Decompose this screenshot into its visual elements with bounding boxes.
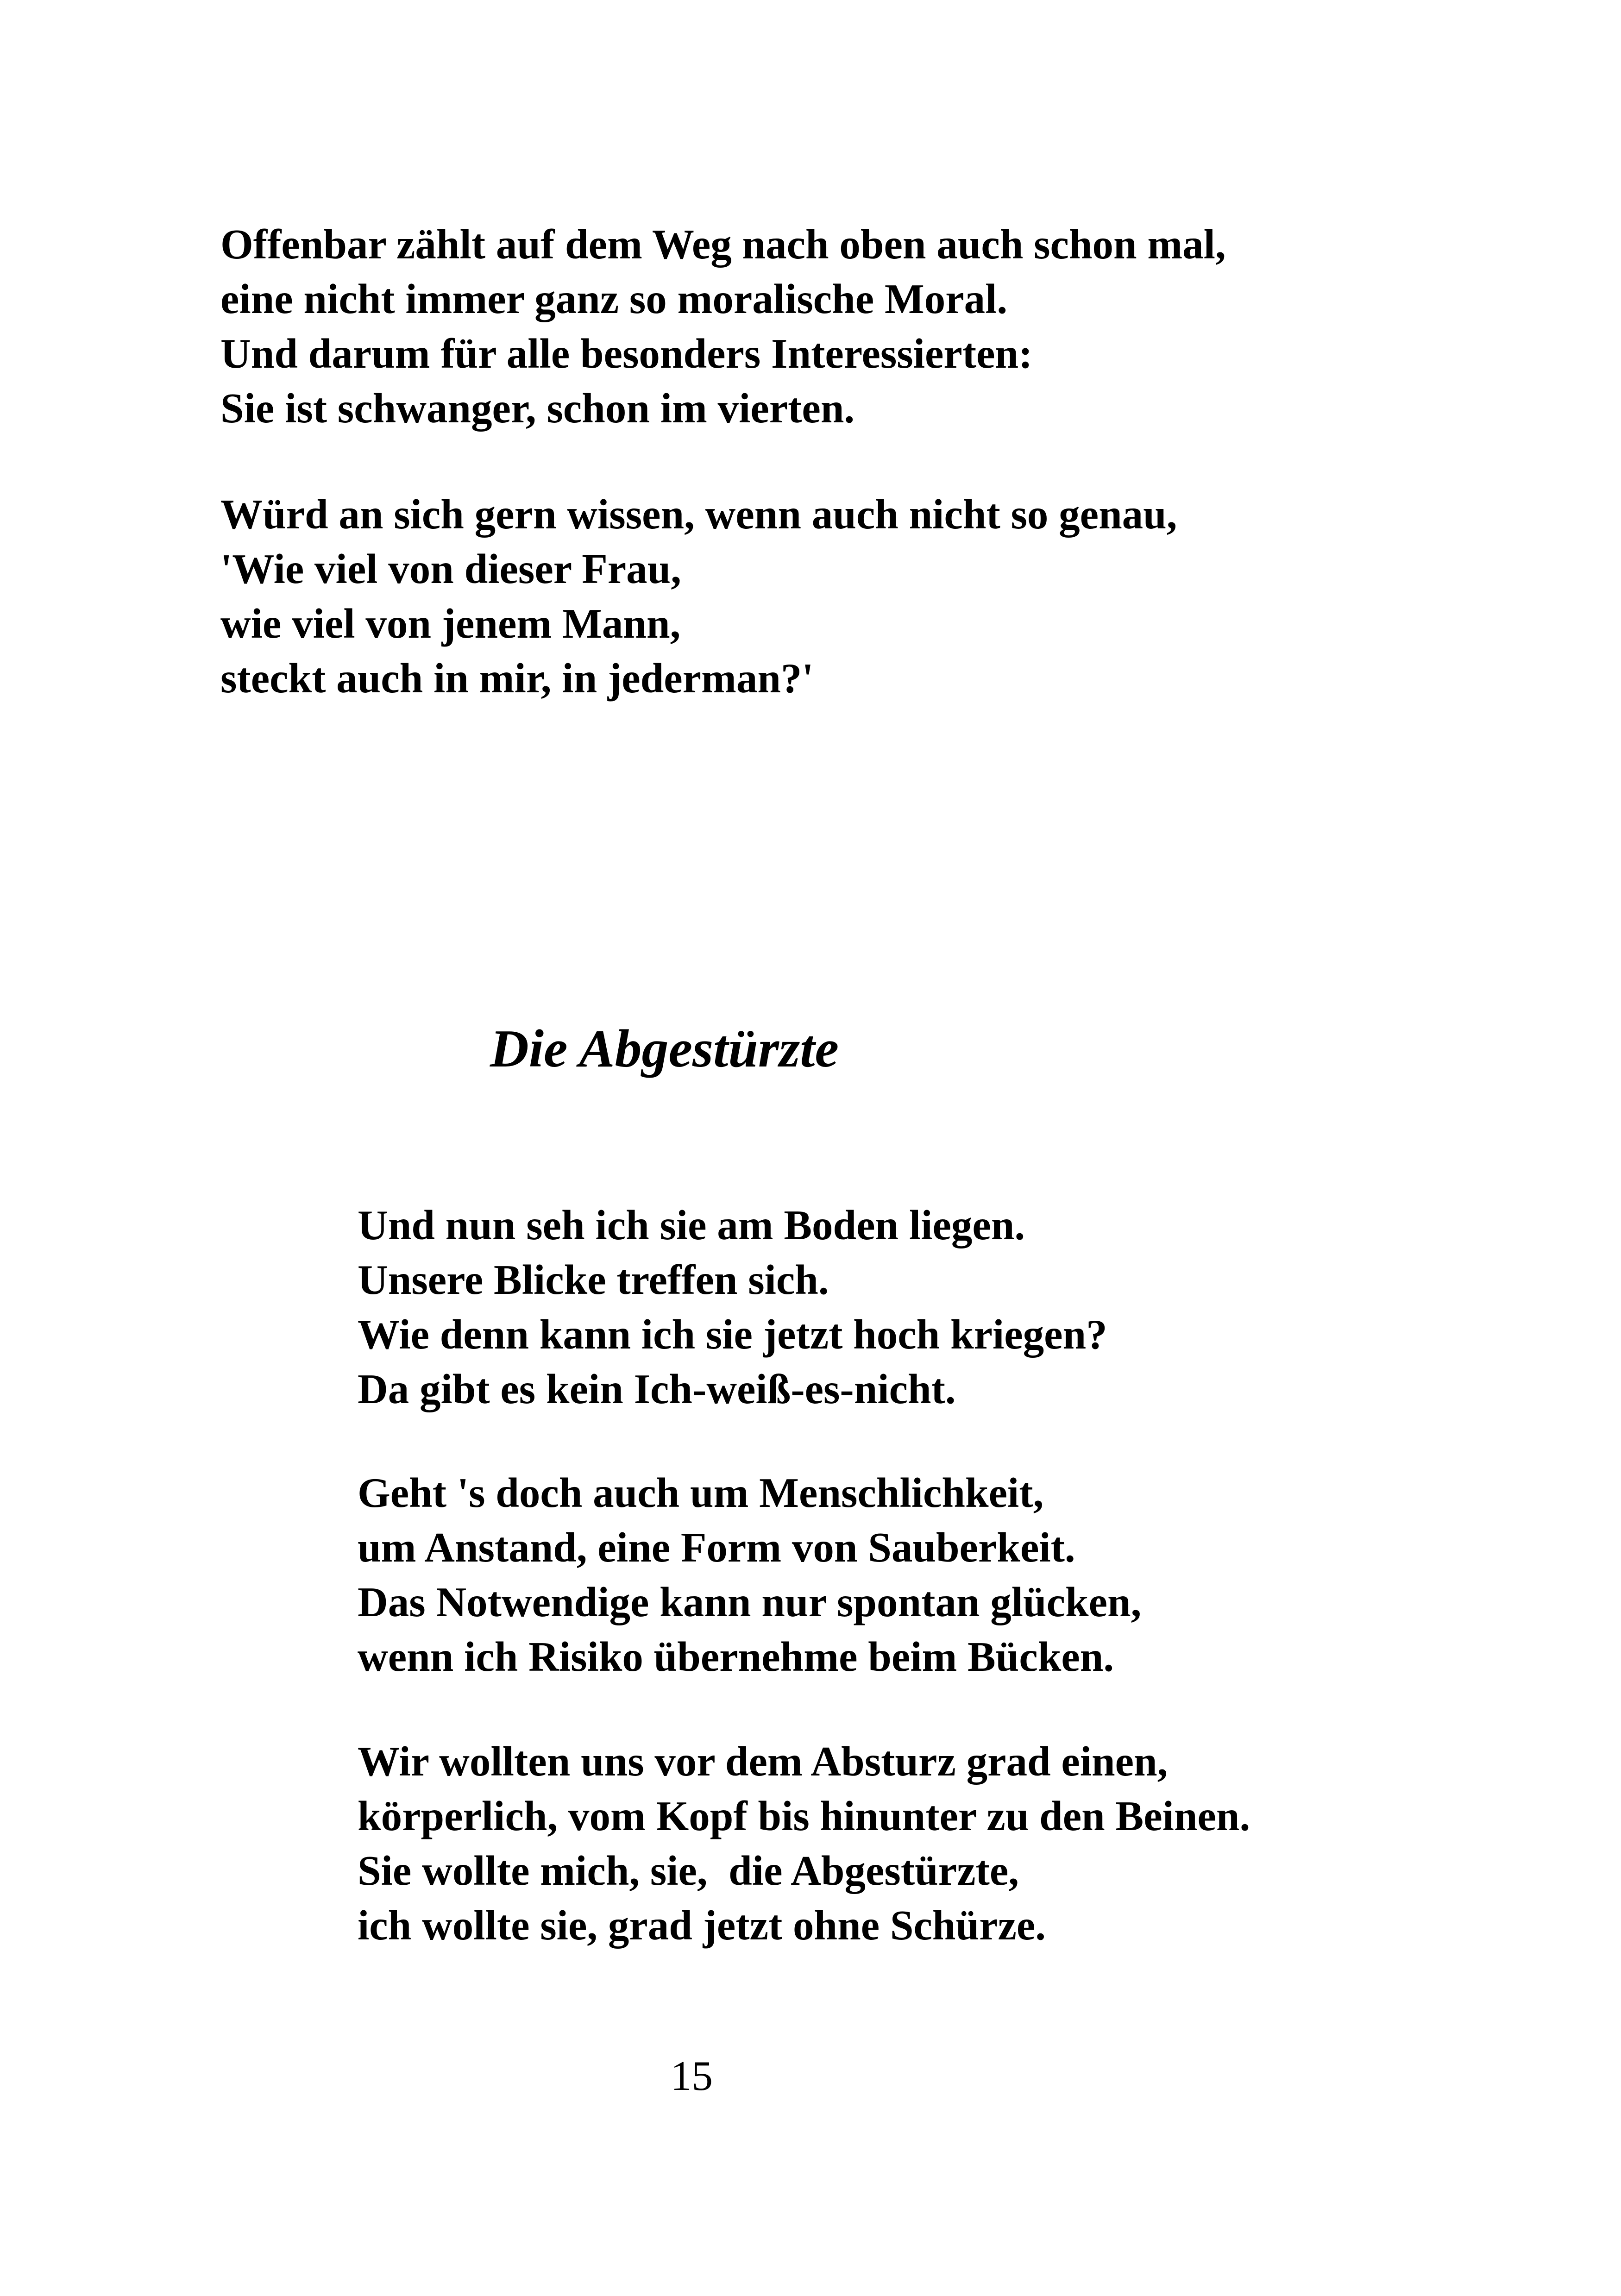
verse-line: steckt auch in mir, in jederman?' <box>220 655 814 702</box>
verse-line: 'Wie viel von dieser Frau, <box>220 546 682 592</box>
verse-line: körperlich, vom Kopf bis hinunter zu den Beinen. <box>358 1793 1250 1839</box>
verse-line: Das Notwendige kann nur spontan glücken, <box>358 1579 1142 1625</box>
verse-line: Unsere Blicke treffen sich. <box>358 1256 829 1303</box>
verse-line: Wie denn kann ich sie jetzt hoch kriegen? <box>358 1311 1107 1358</box>
verse-line: Würd an sich gern wissen, wenn auch nicht so genau, <box>220 491 1177 538</box>
verse-line: Und darum für alle besonders Interessierten: <box>220 330 1033 377</box>
verse-line: wie viel von jenem Mann, <box>220 600 681 647</box>
verse-line: Da gibt es kein Ich-weiß-es-nicht. <box>358 1366 956 1412</box>
stanza <box>220 487 1177 706</box>
verse-line: Offenbar zählt auf dem Weg nach oben auch schon mal, <box>220 221 1226 268</box>
verse-line: Geht 's doch auch um Menschlichkeit, <box>358 1469 1044 1516</box>
stanza <box>220 217 1226 436</box>
poem-title: Die Abgestürzte <box>490 1019 839 1079</box>
verse-line: wenn ich Risiko übernehme beim Bücken. <box>358 1633 1114 1680</box>
verse-line: ich wollte sie, grad jetzt ohne Schürze. <box>358 1902 1046 1949</box>
verse-line: eine nicht immer ganz so moralische Moral. <box>220 276 1008 322</box>
verse-line: Und nun seh ich sie am Boden liegen. <box>358 1202 1025 1248</box>
verse-line: Wir wollten uns vor dem Absturz grad einen, <box>358 1738 1168 1785</box>
stanza <box>358 1466 1141 1684</box>
verse-line: um Anstand, eine Form von Sauberkeit. <box>358 1524 1075 1571</box>
stanza <box>358 1198 1107 1417</box>
stanza <box>358 1734 1250 1953</box>
verse-line: Sie wollte mich, sie, die Abgestürzte, <box>358 1847 1019 1894</box>
verse-line: Sie ist schwanger, schon im vierten. <box>220 385 855 432</box>
page-number: 15 <box>671 2052 713 2099</box>
